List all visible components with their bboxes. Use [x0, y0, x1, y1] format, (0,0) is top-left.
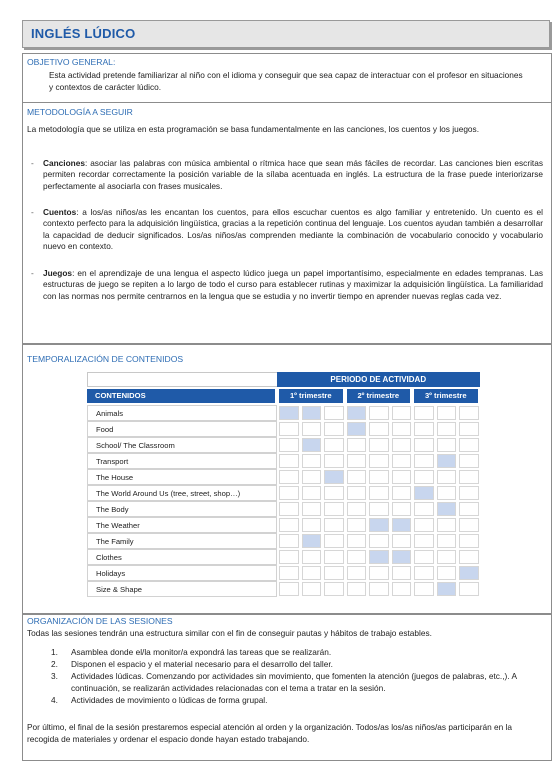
- period-cell: [279, 534, 299, 548]
- term-juegos: Juegos: [43, 268, 73, 278]
- organizacion-closing: Por último, el final de la sesión prestaremos especial atención al orden y la organización. Todos/as los/as niños/as participarán en la recogida de materiales y ordenar el espacio donde hayan estado trabajando.: [27, 722, 513, 744]
- term-canciones: Canciones: [43, 158, 85, 168]
- period-cell: [369, 582, 389, 596]
- contenido-name: The Weather: [87, 517, 277, 533]
- period-cell: [279, 438, 299, 452]
- period-cell: [279, 486, 299, 500]
- period-cell: [324, 406, 344, 420]
- period-cell: [459, 582, 479, 596]
- contenido-name: Holidays: [87, 565, 277, 581]
- period-cell: [347, 406, 367, 420]
- bullet-cuentos: -: [31, 207, 34, 217]
- period-cell: [347, 438, 367, 452]
- period-cell: [324, 550, 344, 564]
- period-cell: [392, 422, 412, 436]
- period-cell: [279, 582, 299, 596]
- text-cuentos: : a los/as niños/as les encantan los cuentos, para ellos escuchar cuentos es algo familiar y entretenido. Un cuento es el contexto perfecto para la adquisición lingüística, gracias a la repetición continua del lenguaje. Los cuentos ayudan también a desarrollar la capacidad de deducir significados. Los/as niños/as comprenden mediante la combinación de vocabulario conocido y vocabulario nuevo en contexto.: [43, 207, 543, 252]
- step-text: Asamblea donde el/la monitor/a expondrá las tareas que se realizarán.: [71, 647, 332, 657]
- bullet-juegos: -: [31, 268, 34, 278]
- period-cell: [392, 566, 412, 580]
- period-cell: [324, 534, 344, 548]
- step-item: [23, 647, 543, 659]
- period-cell: [414, 582, 434, 596]
- period-cell: [437, 454, 457, 468]
- period-cell: [279, 406, 299, 420]
- period-cell: [347, 470, 367, 484]
- period-cell: [437, 502, 457, 516]
- period-cell: [302, 454, 322, 468]
- step-num: 4.: [51, 695, 58, 705]
- item-canciones: [43, 158, 543, 192]
- period-cell: [459, 438, 479, 452]
- period-cell: [459, 406, 479, 420]
- period-cell: [324, 438, 344, 452]
- period-cell: [302, 502, 322, 516]
- period-cell: [302, 438, 322, 452]
- period-cell: [369, 406, 389, 420]
- period-cell: [369, 566, 389, 580]
- period-cell: [302, 550, 322, 564]
- text-juegos: : en el aprendizaje de una lengua el aspecto lúdico juega un papel importantísimo, especialmente en edades tempranas. Las estructuras de juego se repiten a lo largo de todo el curso para establecer rutinas y maximizar la adquisición lingüística. La familiaridad con las normas nos permite centrarnos en la lengua que se estudia y no invertir tiempo en aprender nuevas reglas cada vez.: [43, 268, 543, 301]
- period-cell: [437, 470, 457, 484]
- period-cell: [347, 582, 367, 596]
- period-cell: [347, 486, 367, 500]
- step-text: Disponen el espacio y el material necesario para el desarrollo del taller.: [71, 659, 333, 669]
- contenido-name: The House: [87, 469, 277, 485]
- period-cell: [414, 518, 434, 532]
- period-cell: [369, 438, 389, 452]
- objetivo-metodologia-box: [22, 53, 552, 345]
- period-cell: [324, 502, 344, 516]
- period-cell: [459, 422, 479, 436]
- period-cell: [347, 518, 367, 532]
- period-cell: [302, 566, 322, 580]
- period-cell: [459, 470, 479, 484]
- period-cell: [414, 422, 434, 436]
- period-cell: [324, 470, 344, 484]
- period-cell: [414, 550, 434, 564]
- trimestre-header: 3º trimestre: [414, 389, 478, 403]
- contenidos-header: CONTENIDOS: [87, 389, 275, 403]
- period-cell: [392, 486, 412, 500]
- period-cell: [347, 534, 367, 548]
- period-cell: [279, 566, 299, 580]
- period-cell: [279, 502, 299, 516]
- objetivo-text: Esta actividad pretende familiarizar al niño con el idioma y conseguir que sea capaz de interactuar con el profesor en situaciones y contextos de carácter lúdico.: [49, 70, 523, 92]
- period-cell: [302, 582, 322, 596]
- metodologia-heading: METODOLOGÍA A SEGUIR: [27, 107, 133, 117]
- divider: [23, 102, 551, 103]
- period-cell: [392, 550, 412, 564]
- contenido-name: Animals: [87, 405, 277, 421]
- step-text: Actividades de movimiento o lúdicas de forma grupal.: [71, 695, 268, 705]
- period-cell: [302, 470, 322, 484]
- trimestre-header: 2º trimestre: [347, 389, 411, 403]
- period-cell: [459, 486, 479, 500]
- contenido-name: Transport: [87, 453, 277, 469]
- period-cell: [279, 470, 299, 484]
- title-banner: [22, 20, 550, 48]
- period-cell: [369, 518, 389, 532]
- contenido-name: Clothes: [87, 549, 277, 565]
- item-cuentos: [43, 207, 543, 253]
- period-cell: [324, 582, 344, 596]
- period-cell: [347, 550, 367, 564]
- period-cell: [347, 422, 367, 436]
- period-cell: [279, 550, 299, 564]
- period-cell: [324, 486, 344, 500]
- period-cell: [414, 534, 434, 548]
- contenido-name: Food: [87, 421, 277, 437]
- period-cell: [302, 406, 322, 420]
- period-cell: [459, 454, 479, 468]
- period-cell: [324, 566, 344, 580]
- period-cell: [437, 518, 457, 532]
- organizacion-intro: Todas las sesiones tendrán una estructura similar con el fin de conseguir pautas y hábitos de trabajo estables.: [27, 628, 432, 638]
- bullet-canciones: -: [31, 158, 34, 168]
- period-cell: [459, 502, 479, 516]
- text-canciones: : asociar las palabras con música ambiental o rítmica hace que sean más fáciles de recordar. Las canciones bien escritas permiten recordar correctamente la posición variable de la sílaba acentuada en inglés. La estructura de la frase puede interiorizarse perfectamente al asociarla con frases musicales.: [43, 158, 543, 191]
- period-cell: [459, 550, 479, 564]
- period-cell: [437, 534, 457, 548]
- period-cell: [347, 502, 367, 516]
- period-cell: [459, 566, 479, 580]
- period-cell: [302, 518, 322, 532]
- period-cell: [437, 422, 457, 436]
- period-cell: [437, 406, 457, 420]
- step-item: [23, 671, 543, 695]
- period-cell: [279, 422, 299, 436]
- item-juegos: [43, 268, 543, 302]
- period-cell: [437, 566, 457, 580]
- contenido-name: The Family: [87, 533, 277, 549]
- period-cell: [414, 502, 434, 516]
- period-cell: [414, 486, 434, 500]
- period-cell: [392, 454, 412, 468]
- period-cell: [369, 454, 389, 468]
- period-cell: [369, 422, 389, 436]
- step-item: [23, 659, 543, 671]
- period-cell: [414, 566, 434, 580]
- step-item: [23, 695, 543, 707]
- period-cell: [392, 406, 412, 420]
- period-cell: [324, 422, 344, 436]
- period-cell: [324, 454, 344, 468]
- period-cell: [302, 486, 322, 500]
- organizacion-box: [22, 613, 552, 761]
- period-cell: [414, 470, 434, 484]
- contenido-name: School/ The Classroom: [87, 437, 277, 453]
- periodo-header: PERIODO DE ACTIVIDAD: [277, 372, 480, 387]
- period-cell: [347, 566, 367, 580]
- period-cell: [414, 406, 434, 420]
- period-cell: [324, 518, 344, 532]
- period-cell: [437, 582, 457, 596]
- steps-list: [23, 647, 543, 707]
- period-cell: [414, 438, 434, 452]
- period-cell: [459, 518, 479, 532]
- period-cell: [279, 518, 299, 532]
- temporalizacion-table: [87, 372, 480, 597]
- period-cell: [302, 534, 322, 548]
- step-num: 3.: [51, 671, 58, 681]
- period-cell: [369, 550, 389, 564]
- period-cell: [302, 422, 322, 436]
- period-cell: [392, 470, 412, 484]
- period-cell: [347, 454, 367, 468]
- contenido-name: The World Around Us (tree, street, shop…): [87, 485, 277, 501]
- period-cell: [437, 486, 457, 500]
- period-cell: [369, 502, 389, 516]
- header-blank-cell: [87, 372, 277, 387]
- contenido-name: The Body: [87, 501, 277, 517]
- period-cell: [392, 518, 412, 532]
- step-num: 1.: [51, 647, 58, 657]
- period-cell: [392, 502, 412, 516]
- objetivo-heading: OBJETIVO GENERAL:: [27, 57, 116, 67]
- period-cell: [414, 454, 434, 468]
- term-cuentos: Cuentos: [43, 207, 77, 217]
- period-cell: [369, 486, 389, 500]
- period-cell: [392, 582, 412, 596]
- temporalizacion-heading: TEMPORALIZACIÓN DE CONTENIDOS: [27, 354, 184, 364]
- organizacion-heading: ORGANIZACIÓN DE LAS SESIONES: [27, 616, 173, 626]
- metodologia-intro: La metodología que se utiliza en esta programación se basa fundamentalmente en las canciones, los cuentos y los juegos.: [27, 124, 479, 134]
- trimestre-header: 1º trimestre: [279, 389, 343, 403]
- period-cell: [279, 454, 299, 468]
- step-num: 2.: [51, 659, 58, 669]
- period-cell: [369, 534, 389, 548]
- period-cell: [437, 438, 457, 452]
- period-cell: [437, 550, 457, 564]
- page-title: INGLÉS LÚDICO: [31, 26, 136, 41]
- period-cell: [392, 438, 412, 452]
- period-cell: [392, 534, 412, 548]
- period-cell: [459, 534, 479, 548]
- step-text: Actividades lúdicas. Comenzando por actividades sin movimiento, que fomenten la atención (juegos de palabras, etc.,). A continuación, se realizarán actividades relacionadas con el tema a tratar en la sesión.: [71, 671, 517, 693]
- period-cell: [369, 470, 389, 484]
- contenido-name: Size & Shape: [87, 581, 277, 597]
